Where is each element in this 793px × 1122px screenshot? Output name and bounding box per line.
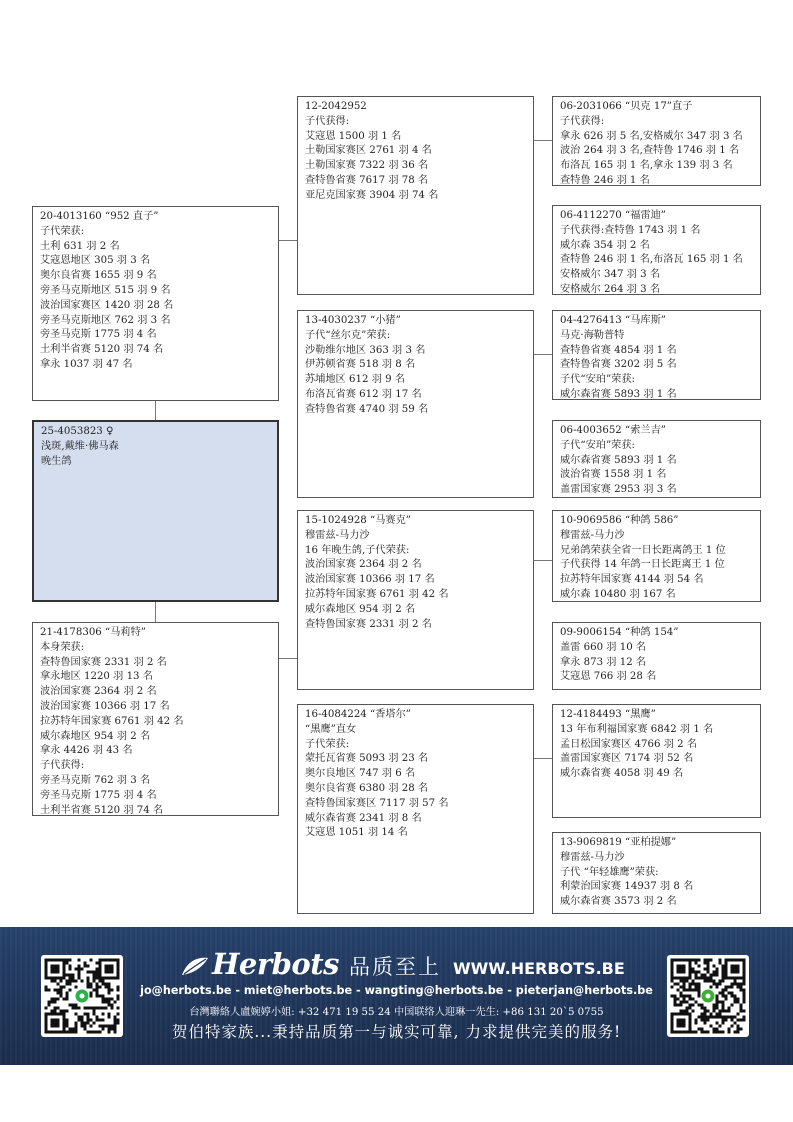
pedigree-line: 威尔森省赛 2341 羽 8 名 — [305, 812, 422, 824]
pedigree-line: 威尔森地区 954 羽 2 名 — [40, 730, 151, 742]
pigeon-ring-number: 06-2031066 “贝克 17”直子 — [560, 101, 693, 112]
connector-g2-4 — [534, 758, 552, 759]
pedigree-line: 威尔森 354 羽 2 名 — [560, 239, 650, 251]
pedigree-line: 本身荣获: — [40, 641, 85, 653]
pedigree-line: 浅斑,戴维·佛马森 — [41, 440, 119, 452]
pedigree-line: 子代获得 14 年鸽一日长距离王 1 位 — [560, 559, 725, 571]
pedigree-line: 土勒国家赛 7322 羽 36 名 — [305, 160, 429, 172]
pigeon-ring-number: 20-4013160 “952 直子” — [40, 211, 159, 222]
pedigree-line: “黑鹰”直女 — [305, 723, 357, 735]
pedigree-line: 艾寇恩 1500 羽 1 名 — [305, 130, 402, 142]
pedigree-line: 波治国家赛 2364 羽 2 名 — [40, 686, 157, 698]
sire-dam-card — [297, 310, 534, 498]
footer-tagline: 贺伯特家族...秉持品质第一与诚实可靠, 力求提供完美的服务! — [171, 1023, 622, 1041]
pigeon-ring-number: 09-9006154 “种鸽 154” — [560, 627, 679, 638]
pedigree-line: 波治省赛 1558 羽 1 名 — [560, 469, 667, 481]
pedigree-line: 亚尼克国家赛 3904 羽 74 名 — [305, 189, 439, 201]
pigeon-ring-number: 13-9069819 “亚柏提娜” — [560, 837, 677, 848]
pedigree-line: 蒙托瓦省赛 5093 羽 23 名 — [305, 753, 429, 765]
pedigree-line: 波治国家赛 10366 羽 17 名 — [305, 574, 435, 586]
pedigree-line: 利蒙治国家赛 14937 羽 8 名 — [560, 881, 694, 893]
contact-phones: 台灣聯絡人盧婉婷小姐: +32 471 19 55 24 中国联络人迎琳一先生: +86 131 20`5 0755 — [189, 1007, 604, 1018]
pedigree-line: 查特鲁省赛 4854 羽 1 名 — [560, 344, 677, 356]
pedigree-line: 波治国家赛区 1420 羽 28 名 — [40, 299, 174, 311]
pedigree-line: 奥尔良地区 747 羽 6 名 — [305, 768, 416, 780]
pedigree-line: 旁圣马克斯 1775 羽 4 名 — [40, 789, 157, 801]
ancestor-card-7 — [552, 704, 761, 818]
website-link[interactable]: WWW.HERBOTS.BE — [452, 959, 625, 978]
pedigree-line: 16 年晚生鸽,子代荣获: — [305, 544, 410, 556]
ancestor-card-8 — [552, 832, 761, 914]
pigeon-ring-number: 15-1024928 “马赛克” — [305, 515, 411, 526]
contact-emails[interactable]: jo@herbots.be - miet@herbots.be - wangting@herbots.be - pieterjan@herbots.be — [140, 984, 653, 997]
pedigree-line: 盖雷国家赛 2953 羽 3 名 — [560, 484, 677, 496]
pedigree-line: 子代获得:查特鲁 1743 羽 1 名 — [560, 224, 701, 236]
pedigree-line: 土利半省赛 5120 羽 74 名 — [40, 804, 164, 816]
connector-dam-left — [279, 658, 297, 659]
sire-sire-card — [297, 96, 534, 295]
pigeon-ring-number: 25-4053823 ♀ — [41, 426, 114, 437]
pedigree-line: 穆雷兹-马力沙 — [560, 851, 625, 863]
pedigree-line: 马克·海勒普特 — [560, 329, 625, 341]
pedigree-line: 波治 264 羽 3 名,查特鲁 1746 羽 1 名 — [560, 145, 740, 157]
pedigree-line: 伊苏顿省赛 518 羽 8 名 — [305, 359, 416, 371]
pedigree-line: 威尔森地区 954 羽 2 名 — [305, 603, 416, 615]
pigeon-ring-number: 21-4178306 “马莉特” — [40, 627, 146, 638]
brand-logo: Herbots — [212, 947, 339, 981]
pedigree-line: 查特鲁省赛 3202 羽 5 名 — [560, 359, 677, 371]
pedigree-line: 拿永 873 羽 12 名 — [560, 656, 647, 668]
pedigree-line: 威尔森 10480 羽 167 名 — [560, 588, 676, 600]
pedigree-line: 子代 “年轻雄鹰”荣获: — [560, 866, 659, 878]
pedigree-line: 旁圣马克斯地区 762 羽 3 名 — [40, 314, 171, 326]
pedigree-line: 波治国家赛 10366 羽 17 名 — [40, 700, 170, 712]
pedigree-line: 威尔森省赛 5893 羽 1 名 — [560, 388, 677, 400]
pedigree-line: 艾寇恩地区 305 羽 3 名 — [40, 255, 151, 267]
pedigree-line: 艾寇恩 766 羽 28 名 — [560, 671, 657, 683]
pedigree-line: 奥尔良省赛 6380 羽 28 名 — [305, 782, 429, 794]
brand-row — [180, 947, 625, 987]
pedigree-line: 查特鲁省赛 4740 羽 59 名 — [305, 403, 429, 415]
pedigree-line: 艾寇恩 1051 羽 14 名 — [305, 827, 408, 839]
dam-card — [32, 622, 279, 816]
footer-banner — [0, 927, 793, 1065]
pedigree-line: 拿永 626 羽 5 名,安格威尔 347 羽 3 名 — [560, 130, 743, 142]
ancestor-card-3 — [552, 310, 761, 400]
connector-g2-1 — [534, 140, 552, 141]
pedigree-line: 波治国家赛 2364 羽 2 名 — [305, 559, 422, 571]
pedigree-line: 查特鲁国家赛 2331 羽 2 名 — [305, 618, 432, 630]
ancestor-card-6 — [552, 622, 761, 690]
pedigree-line: 查特鲁 246 羽 1 名 — [560, 174, 650, 186]
pedigree-line: 土利半省赛 5120 羽 74 名 — [40, 344, 164, 356]
connector-g2-3 — [534, 560, 552, 561]
pedigree-line: 孟日松国家赛区 4766 羽 2 名 — [560, 738, 698, 750]
pedigree-line: 13 年布利福国家赛 6842 羽 1 名 — [560, 723, 714, 735]
pedigree-line: 查特鲁 246 羽 1 名,布洛瓦 165 羽 1 名 — [560, 254, 743, 266]
pedigree-line: 拿永地区 1220 羽 13 名 — [40, 671, 153, 683]
pedigree-line: 拉苏特年国家赛 6761 羽 42 名 — [40, 715, 184, 727]
pigeon-ring-number: 10-9069586 “种鸽 586” — [560, 515, 679, 526]
pedigree-line: 穆雷兹-马力沙 — [560, 529, 625, 541]
pedigree-line: 旁圣马克斯 1775 羽 4 名 — [40, 329, 157, 341]
pedigree-line: 旁圣马克斯 762 羽 3 名 — [40, 774, 151, 786]
ancestor-card-2 — [552, 205, 761, 295]
pedigree-line: 布洛瓦省赛 612 羽 17 名 — [305, 388, 422, 400]
pedigree-line: 威尔森省赛 5893 羽 1 名 — [560, 454, 677, 466]
ancestor-card-1 — [552, 96, 761, 186]
connector-sire-left — [279, 240, 297, 241]
leaf-icon — [180, 955, 210, 979]
pedigree-line: 兄弟鸽荣获全省一日长距离鸽王 1 位 — [560, 544, 726, 556]
subject-pigeon-card — [32, 420, 279, 602]
pigeon-ring-number: 12-4184493 “黑鹰” — [560, 709, 656, 720]
pedigree-line: 安格威尔 347 羽 3 名 — [560, 269, 661, 281]
pedigree-line: 旁圣马克斯地区 515 羽 9 名 — [40, 284, 171, 296]
pedigree-line: 拿永 1037 羽 47 名 — [40, 358, 133, 370]
connector-g2-2 — [534, 354, 552, 355]
pedigree-line: 拿永 4426 羽 43 名 — [40, 745, 133, 757]
pedigree-line: 沙勒维尔地区 363 羽 3 名 — [305, 344, 426, 356]
pigeon-ring-number: 06-4112270 “福雷迪” — [560, 210, 666, 221]
dam-sire-card — [297, 510, 534, 690]
pedigree-line: 苏埔地区 612 羽 9 名 — [305, 374, 406, 386]
brand-slogan: 品质至上 — [348, 955, 441, 979]
dam-dam-card — [297, 704, 534, 914]
pigeon-ring-number: 06-4003652 “索兰吉” — [560, 425, 666, 436]
pedigree-line: 布洛瓦 165 羽 1 名,拿永 139 羽 3 名 — [560, 160, 733, 172]
pedigree-line: 晚生鸽 — [41, 455, 72, 467]
pedigree-line: 威尔森省赛 4058 羽 49 名 — [560, 768, 684, 780]
pedigree-line: 盖雷 660 羽 10 名 — [560, 641, 647, 653]
pedigree-line: 安格威尔 264 羽 3 名 — [560, 283, 661, 295]
pedigree-line: 子代荣获: — [40, 225, 85, 237]
pedigree-line: 子代“安珀”荣获: — [560, 439, 635, 451]
pedigree-line: 盖雷国家赛区 7174 羽 52 名 — [560, 753, 694, 765]
pedigree-line: 子代获得: — [560, 115, 605, 127]
pedigree-line: 威尔森省赛 3573 羽 2 名 — [560, 896, 677, 908]
pedigree-line: 奥尔良省赛 1655 羽 9 名 — [40, 270, 157, 282]
ancestor-card-4 — [552, 420, 761, 498]
pigeon-ring-number: 16-4084224 “香塔尔” — [305, 709, 411, 720]
pedigree-line: 子代荣获: — [305, 738, 350, 750]
pedigree-line: 子代“安珀”荣获: — [560, 374, 635, 386]
sire-card — [32, 206, 279, 401]
pedigree-line: 穆雷兹-马力沙 — [305, 529, 370, 541]
ancestor-card-5 — [552, 510, 761, 602]
pedigree-line: 拉苏特年国家赛 6761 羽 42 名 — [305, 588, 449, 600]
connector-sire-subject — [155, 401, 156, 420]
pigeon-ring-number: 12-2042952 — [305, 101, 367, 112]
pedigree-line: 拉苏特年国家赛 4144 羽 54 名 — [560, 574, 704, 586]
pedigree-line: 土利 631 羽 2 名 — [40, 240, 120, 252]
pedigree-line: 子代获得: — [305, 115, 350, 127]
pigeon-ring-number: 04-4276413 “马库斯” — [560, 315, 666, 326]
connector-subject-dam — [155, 602, 156, 622]
pedigree-line: 土勒国家赛区 2761 羽 4 名 — [305, 145, 432, 157]
pedigree-line: 子代获得: — [40, 760, 85, 772]
pedigree-line: 查特鲁国家赛 2331 羽 2 名 — [40, 656, 167, 668]
pigeon-ring-number: 13-4030237 “小猪” — [305, 315, 401, 326]
pedigree-line: 子代“丝尔克”荣获: — [305, 329, 391, 341]
pedigree-line: 查特鲁省赛 7617 羽 78 名 — [305, 174, 429, 186]
pedigree-line: 查特鲁国家赛区 7117 羽 57 名 — [305, 797, 449, 809]
